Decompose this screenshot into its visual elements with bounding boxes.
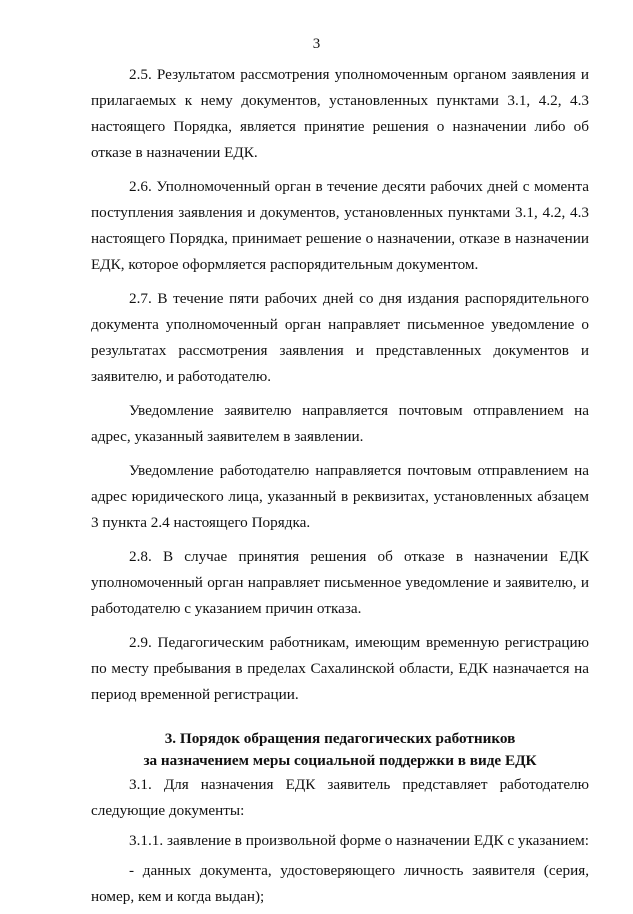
paragraph-2-6: 2.6. Уполномоченный орган в течение десяти рабочих дней с момента поступления заявления и документов, установленных пунктами 3.1, 4.2, 4.3 настоящего Порядка, принимает решение о назначении, отказе в назначении ЕДК, которое оформляется распорядительным документом. [91, 178, 589, 273]
paragraph-2-7: 2.7. В течение пяти рабочих дней со дня издания распорядительного документа уполномоченный орган направляет письменное уведомление о результатах рассмотрения заявления и представленных документов и заявителю, и работодателю. [91, 290, 589, 385]
page-number: 3 [312, 36, 321, 52]
document-body [91, 62, 589, 914]
paragraph-2-8: 2.8. В случае принятия решения об отказе в назначении ЕДК уполномоченный орган направляет письменное уведомление и заявителю, и работодателю с указанием причин отказа. [91, 548, 589, 617]
paragraph-2-5: 2.5. Результатом рассмотрения уполномоченным органом заявления и прилагаемых к нему документов, установленных пунктами 3.1, 4.2, 4.3 настоящего Порядка, является принятие решения о назначении либо об отказе в назначении ЕДК. [91, 66, 589, 161]
paragraph-notice-employer: Уведомление работодателю направляется почтовым отправлением на адрес юридического лица, указанный в реквизитах, установленных абзацем 3 пункта 2.4 настоящего Порядка. [91, 462, 589, 531]
paragraph-2-9: 2.9. Педагогическим работникам, имеющим временную регистрацию по месту пребывания в пределах Сахалинской области, ЕДК назначается на период временной регистрации. [91, 634, 589, 703]
section-heading [91, 728, 589, 772]
section-heading-line-2: за назначением меры социальной поддержки в виде ЕДК [143, 752, 537, 769]
section-heading-line-1: 3. Порядок обращения педагогических работников [164, 730, 516, 747]
paragraph-3-1: 3.1. Для назначения ЕДК заявитель представляет работодателю следующие документы: [91, 776, 589, 819]
paragraph-identity-doc: - данных документа, удостоверяющего личность заявителя (серия, номер, кем и когда выдан); [91, 862, 589, 905]
paragraph-notice-applicant: Уведомление заявителю направляется почтовым отправлением на адрес, указанный заявителем в заявлении. [91, 402, 589, 445]
paragraph-3-1-1: 3.1.1. заявление в произвольной форме о назначении ЕДК с указанием: [129, 832, 589, 849]
